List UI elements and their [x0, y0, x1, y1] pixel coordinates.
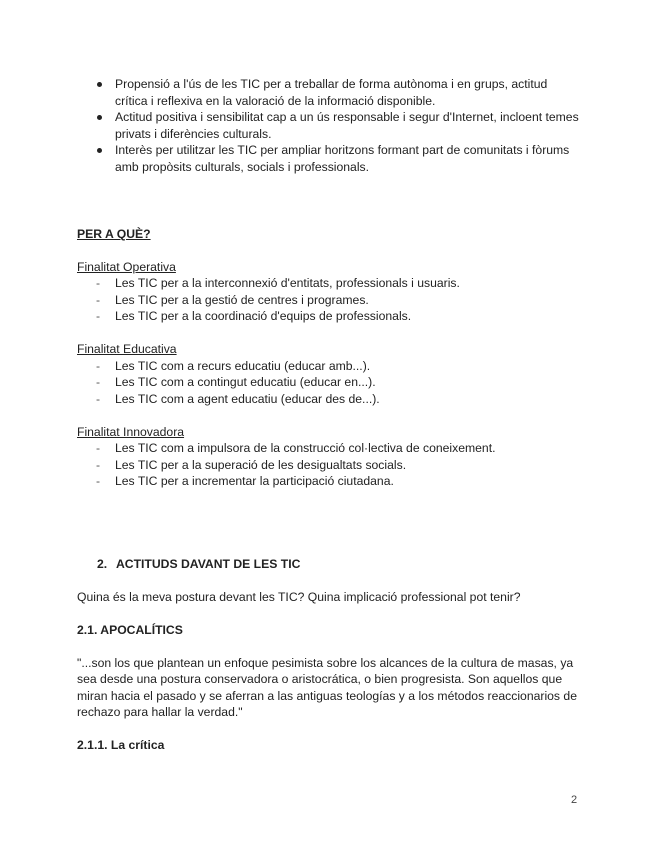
finalitat-innovadora-group	[77, 424, 579, 490]
dash-icon: -	[96, 292, 101, 307]
la-critica-heading: 2.1.1. La crítica	[77, 738, 165, 752]
finalitat-operativa-label: Finalitat Operativa	[77, 259, 176, 274]
finalitat-innovadora-list	[77, 440, 579, 490]
finalitat-educativa-label: Finalitat Educativa	[77, 342, 177, 356]
apocaliptics-heading: 2.1. APOCALÍTICS	[77, 622, 183, 637]
apocaliptics-quote: "...son los que plantean un enfoque pesimista sobre los alcances de la cultura de masas, ya sea desde una postura conservadora o aristocrática, o bien progresista. Son aquellos que miran hacia el pasado y se aferran a las antiguas teologías y a los métodos reaccionarios de rechazo para hallar la verdad."	[77, 655, 577, 719]
section-2-question: Quina és la meva postura devant les TIC? Quina implicació professional pot tenir?	[77, 589, 521, 604]
list-item: - Les TIC com a agent educatiu (educar des de...).	[96, 391, 380, 406]
list-item: - Les TIC com a recurs educatiu (educar amb...).	[96, 358, 371, 373]
dash-icon: -	[96, 457, 101, 472]
list-item: Actitud positiva i sensibilitat cap a un ús responsable i segur d'Internet, incloent temes privats i diferències culturals.	[77, 109, 579, 142]
page-number: 2	[571, 794, 578, 806]
intro-bullet-list	[77, 76, 579, 175]
list-item: - Les TIC per a la gestió de centres i programes.	[96, 292, 369, 307]
list-item: Interès per utilitzar les TIC per ampliar horitzons formant part de comunitats i fòrums amb propòsits culturals, socials i professionals.	[77, 142, 579, 175]
section-2-number: 2.	[97, 556, 108, 571]
list-item: - Les TIC com a contingut educatiu (educar en...).	[96, 375, 376, 389]
bullet-icon	[97, 115, 102, 120]
bullet-icon	[97, 148, 102, 153]
list-item: - Les TIC com a impulsora de la construcció col·lectiva de coneixement.	[96, 441, 496, 455]
dash-icon: -	[96, 391, 101, 406]
finalitat-educativa-group	[77, 341, 579, 407]
section-2-heading	[77, 556, 579, 573]
dash-icon: -	[96, 441, 101, 455]
page-content	[77, 76, 579, 754]
dash-icon: -	[96, 358, 101, 373]
list-item: Propensió a l'ús de les TIC per a treballar de forma autònoma i en grups, actitud crítica i reflexiva en la valoració de la informació disponible.	[77, 76, 579, 109]
finalitat-operativa-group	[77, 259, 579, 325]
dash-icon: -	[96, 276, 101, 290]
list-item: - Les TIC per a la coordinació d'equips de professionals.	[96, 309, 412, 323]
list-item: - Les TIC per a la superació de les desigualtats socials.	[96, 457, 407, 472]
finalitat-operativa-list	[77, 275, 579, 325]
section-2-title: ACTITUDS DAVANT DE LES TIC	[116, 556, 301, 571]
dash-icon: -	[96, 309, 101, 323]
list-item: - Les TIC per a la interconnexió d'entitats, professionals i usuaris.	[96, 276, 460, 290]
dash-icon: -	[96, 474, 101, 488]
list-item: - Les TIC per a incrementar la participació ciutadana.	[96, 474, 394, 488]
dash-icon: -	[96, 375, 101, 389]
finalitat-educativa-list	[77, 358, 579, 408]
finalitat-innovadora-label: Finalitat Innovadora	[77, 424, 185, 439]
bullet-icon	[97, 82, 102, 87]
per-a-que-heading: PER A QUÈ?	[77, 227, 151, 241]
